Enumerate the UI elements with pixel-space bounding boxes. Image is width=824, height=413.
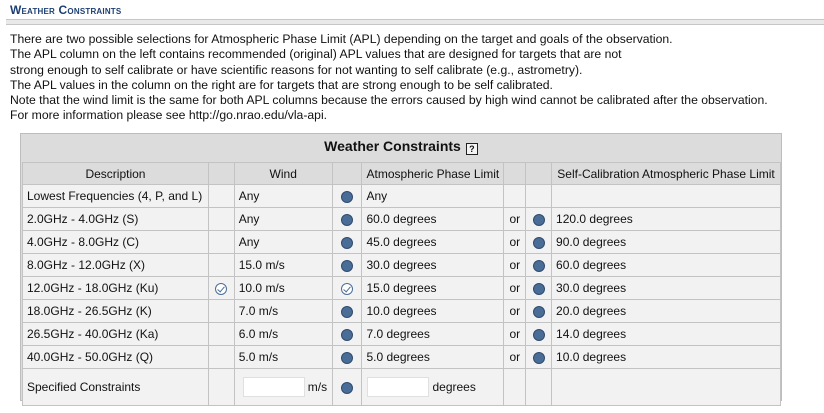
- table-row: [23, 208, 781, 231]
- apl-radio[interactable]: [341, 214, 353, 226]
- radio-cell: [332, 300, 362, 323]
- table-body: [23, 185, 781, 369]
- radio-cell: [208, 277, 234, 300]
- wind-limit: 7.0 m/s: [234, 300, 332, 323]
- intro-line: The APL column on the left contains recommended (original) APL values that are designed for targets that are not: [10, 47, 622, 62]
- frequency-description: 26.5GHz - 40.0GHz (Ka): [23, 323, 209, 346]
- frequency-description: Lowest Frequencies (4, P, and L): [23, 185, 209, 208]
- apl-radio[interactable]: [341, 237, 353, 249]
- header-description: Description: [23, 163, 209, 185]
- apl-radio[interactable]: [341, 352, 353, 364]
- selfcal-apl-value: 30.0 degrees: [552, 277, 781, 300]
- apl-radio[interactable]: [341, 306, 353, 318]
- specified-label: Specified Constraints: [23, 369, 209, 406]
- radio-cell: [208, 208, 234, 231]
- section-title: Weather Constraints: [10, 3, 122, 17]
- selfcal-apl-value: 120.0 degrees: [552, 208, 781, 231]
- radio-cell: [332, 369, 362, 406]
- wind-limit: 5.0 m/s: [234, 346, 332, 369]
- radio-cell: [526, 254, 552, 277]
- radio-cell: [526, 231, 552, 254]
- selfcal-apl-value: 20.0 degrees: [552, 300, 781, 323]
- header-blank: [526, 163, 552, 185]
- frequency-description: 4.0GHz - 8.0GHz (C): [23, 231, 209, 254]
- table-row: [23, 277, 781, 300]
- radio-cell: [332, 277, 362, 300]
- apl-value: 5.0 degrees: [362, 346, 504, 369]
- table-row: [23, 231, 781, 254]
- radio-cell: [208, 254, 234, 277]
- apl-radio[interactable]: [341, 283, 353, 295]
- apl-value: 15.0 degrees: [362, 277, 504, 300]
- apl-value: 10.0 degrees: [362, 300, 504, 323]
- or-label: or: [504, 231, 526, 254]
- header-apl: Atmospheric Phase Limit: [362, 163, 504, 185]
- header-blank: [332, 163, 362, 185]
- apl-value: 45.0 degrees: [362, 231, 504, 254]
- apl-value: 7.0 degrees: [362, 323, 504, 346]
- selfcal-apl-value: [552, 185, 781, 208]
- selfcal-apl-radio[interactable]: [533, 352, 545, 364]
- or-label: or: [504, 346, 526, 369]
- empty-cell: [504, 369, 526, 406]
- frequency-description: 2.0GHz - 4.0GHz (S): [23, 208, 209, 231]
- radio-cell: [332, 323, 362, 346]
- wind-limit: Any: [234, 231, 332, 254]
- radio-cell: [526, 323, 552, 346]
- frequency-description: 18.0GHz - 26.5GHz (K): [23, 300, 209, 323]
- table-header-row: [23, 163, 781, 185]
- header-selfcal-apl: Self-Calibration Atmospheric Phase Limit: [552, 163, 781, 185]
- table-row: [23, 300, 781, 323]
- selfcal-apl-radio[interactable]: [533, 237, 545, 249]
- apl-input[interactable]: [367, 377, 429, 397]
- frequency-radio[interactable]: [215, 283, 227, 295]
- radio-cell: [208, 346, 234, 369]
- selfcal-apl-radio[interactable]: [533, 283, 545, 295]
- apl-value: Any: [362, 185, 504, 208]
- header-wind: Wind: [234, 163, 332, 185]
- radio-cell: [208, 300, 234, 323]
- or-label: [504, 185, 526, 208]
- radio-cell: [526, 208, 552, 231]
- apl-radio[interactable]: [341, 260, 353, 272]
- intro-text: [10, 32, 822, 124]
- radio-cell: [208, 323, 234, 346]
- radio-cell: [332, 254, 362, 277]
- intro-line: There are two possible selections for Atmospheric Phase Limit (APL) depending on the target and goals of the observation.: [10, 32, 673, 46]
- frequency-description: 12.0GHz - 18.0GHz (Ku): [23, 277, 209, 300]
- or-label: or: [504, 323, 526, 346]
- table-row: [23, 254, 781, 277]
- panel-title: [21, 138, 781, 155]
- frequency-description: 40.0GHz - 50.0GHz (Q): [23, 346, 209, 369]
- wind-input[interactable]: [243, 377, 305, 397]
- selfcal-apl-value: 14.0 degrees: [552, 323, 781, 346]
- radio-cell: [526, 346, 552, 369]
- selfcal-apl-radio[interactable]: [533, 329, 545, 341]
- title-divider: [6, 19, 824, 25]
- wind-limit: 6.0 m/s: [234, 323, 332, 346]
- empty-cell: [526, 369, 552, 406]
- intro-line: For more information please see http://go.nrao.edu/vla-api.: [10, 108, 328, 123]
- help-icon[interactable]: ?: [466, 143, 478, 155]
- or-label: or: [504, 254, 526, 277]
- selfcal-apl-value: 90.0 degrees: [552, 231, 781, 254]
- apl-value: 60.0 degrees: [362, 208, 504, 231]
- table-row: [23, 346, 781, 369]
- wind-limit: 10.0 m/s: [234, 277, 332, 300]
- wind-input-cell: [234, 369, 332, 406]
- specified-body: [23, 369, 781, 406]
- weather-constraints-panel: [20, 133, 782, 401]
- table-row: [23, 323, 781, 346]
- wind-limit: Any: [234, 185, 332, 208]
- or-label: or: [504, 300, 526, 323]
- header-blank: [504, 163, 526, 185]
- or-label: or: [504, 208, 526, 231]
- apl-radio[interactable]: [341, 191, 353, 203]
- intro-line: strong enough to self calibrate or have scientific reasons for not wanting to self calibrate (e.g., astrometry).: [10, 62, 583, 77]
- panel-title-text: Weather Constraints: [324, 138, 461, 154]
- radio-cell: [526, 185, 552, 208]
- header-blank: [208, 163, 234, 185]
- selfcal-apl-value: 60.0 degrees: [552, 254, 781, 277]
- selfcal-apl-radio[interactable]: [533, 306, 545, 318]
- radio-cell: [332, 185, 362, 208]
- frequency-description: 8.0GHz - 12.0GHz (X): [23, 254, 209, 277]
- apl-unit: degrees: [432, 380, 476, 394]
- empty-cell: [552, 369, 781, 406]
- radio-cell: [332, 208, 362, 231]
- apl-value: 30.0 degrees: [362, 254, 504, 277]
- weather-constraints-table: [22, 162, 781, 406]
- specified-constraints-row: [23, 369, 781, 406]
- or-label: or: [504, 277, 526, 300]
- wind-limit: Any: [234, 208, 332, 231]
- table-row: [23, 185, 781, 208]
- radio-cell: [526, 300, 552, 323]
- radio-cell: [208, 185, 234, 208]
- selfcal-apl-value: 10.0 degrees: [552, 346, 781, 369]
- selfcal-apl-radio[interactable]: [533, 260, 545, 272]
- wind-limit: 15.0 m/s: [234, 254, 332, 277]
- apl-radio[interactable]: [341, 329, 353, 341]
- radio-cell: [332, 346, 362, 369]
- intro-line: Note that the wind limit is the same for both APL columns because the errors caused by high wind cannot be calibrated after the observation.: [10, 93, 768, 108]
- apl-input-cell: [362, 369, 504, 406]
- specified-radio[interactable]: [341, 382, 353, 394]
- intro-line: The APL values in the column on the right are for targets that are strong enough to be self calibrated.: [10, 77, 553, 92]
- wind-unit: m/s: [307, 380, 328, 394]
- empty-cell: [208, 369, 234, 406]
- radio-cell: [208, 231, 234, 254]
- radio-cell: [332, 231, 362, 254]
- radio-cell: [526, 277, 552, 300]
- selfcal-apl-radio[interactable]: [533, 214, 545, 226]
